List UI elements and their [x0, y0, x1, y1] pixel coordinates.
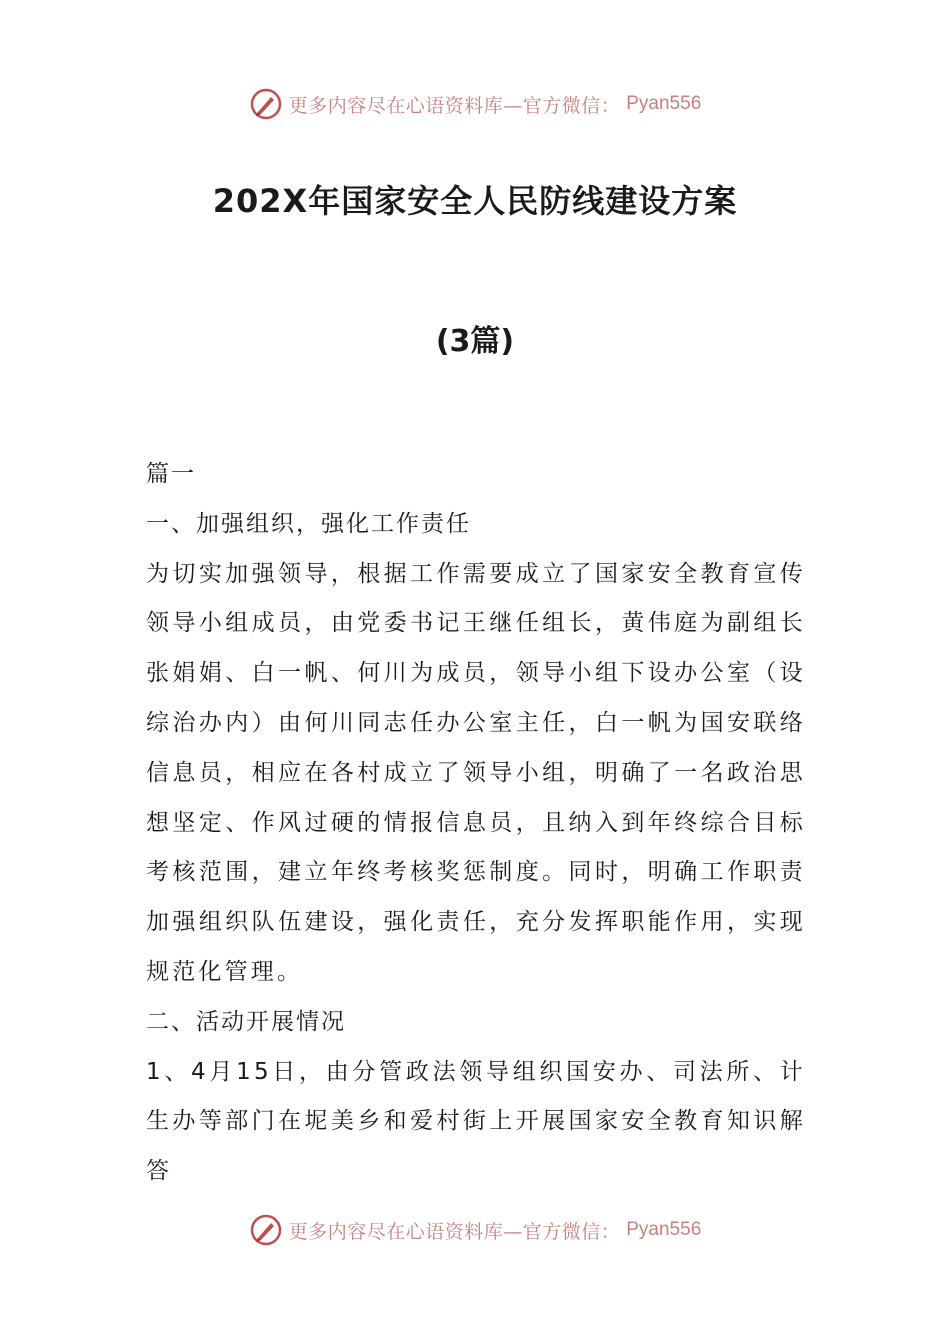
watermark-header: [0, 84, 950, 124]
pen-logo-icon: [249, 87, 283, 121]
section-heading-2: 二、活动开展情况: [146, 1008, 346, 1035]
watermark-text: 更多内容尽在心语资料库—官方微信：: [288, 94, 621, 117]
section-label: 篇一: [146, 461, 196, 487]
watermark-footer: [0, 1210, 950, 1250]
watermark-text: 更多内容尽在心语资料库—官方微信：: [288, 1220, 621, 1243]
pen-logo-icon: [249, 1213, 283, 1247]
watermark-wechat-id: Pyan556: [626, 1219, 702, 1240]
document-title: 202X年国家安全人民防线建设方案: [212, 182, 738, 220]
section-heading-1: 一、加强组织，强化工作责任: [146, 510, 471, 537]
document-body: [146, 450, 806, 1197]
paragraph-2: 1、4月15日，由分管政法领导组织国安办、司法所、计生办等部门在坭美乡和爱村街上开展国家安全教育知识解答: [146, 1058, 806, 1185]
watermark-wechat-id: Pyan556: [626, 93, 702, 114]
paragraph-1: 为切实加强领导，根据工作需要成立了国家安全教育宣传领导小组成员，由党委书记王继任组长，黄伟庭为副组长张娟娟、白一帆、何川为成员，领导小组下设办公室（设综治办内）由何川同志任办公室主任，白一帆为国安联络信息员，相应在各村成立了领导小组，明确了一名政治思想坚定、作风过硬的情报信息员，且纳入到年终综合目标考核范围，建立年终考核奖惩制度。同时，明确工作职责加强组织队伍建设，强化责任，充分发挥职能作用，实现规范化管理。: [146, 560, 806, 985]
document-subtitle: (3篇): [435, 324, 515, 359]
